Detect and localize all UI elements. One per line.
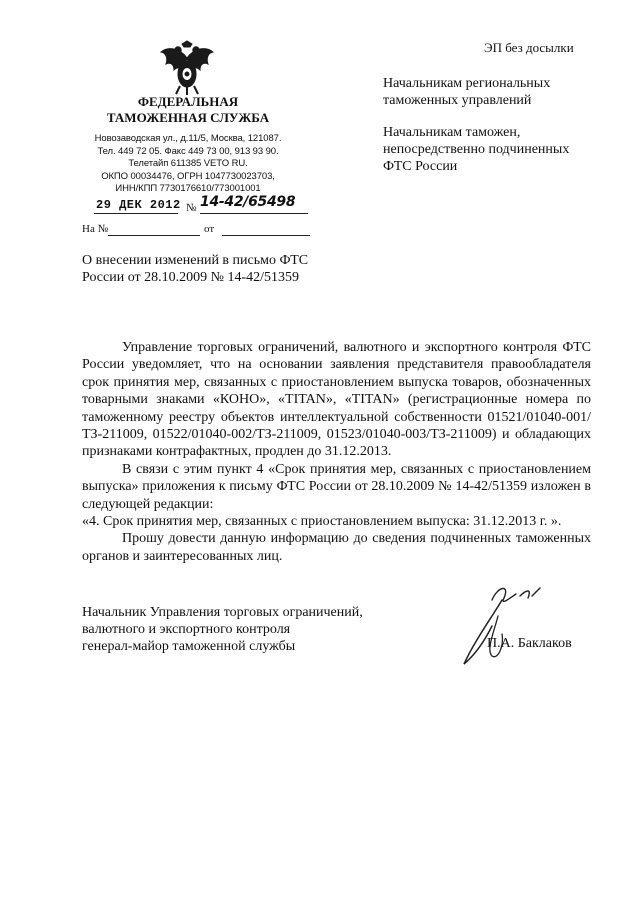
agency-address: Новозаводская ул., д.11/5, Москва, 121087. Тел. 449 72 05. Факс 449 73 00, 913 93 90. Телетайп 611385 VETO RU. ОКПО 00034476, ОГРН 1047730023703, ИНН/КПП 7730176610/773001001 bbox=[94, 133, 282, 194]
date-underline bbox=[94, 213, 178, 214]
number-label: № bbox=[186, 202, 197, 214]
addressee-customs: Начальникам таможен, непосредственно подчиненных ФТС России bbox=[383, 125, 570, 174]
state-emblem-icon bbox=[158, 40, 216, 96]
registration-line bbox=[82, 194, 312, 218]
reference-number-blank bbox=[108, 235, 200, 236]
registration-number: 14-42/65498 bbox=[200, 194, 296, 210]
signatory-title: Начальник Управления торговых ограничений, валютного и экспортного контроля генерал-майор таможенной службы bbox=[82, 605, 363, 654]
body-paragraph: Прошу довести данную информацию до сведения подчиненных таможенных органов и заинтересованных лиц. bbox=[82, 531, 591, 564]
letter-subject: О внесении изменений в письмо ФТС России от 28.10.2009 № 14-42/51359 bbox=[82, 253, 309, 285]
agency-name: ФЕДЕРАЛЬНАЯ ТАМОЖЕННАЯ СЛУЖБА bbox=[106, 94, 270, 125]
letter-body bbox=[82, 339, 591, 565]
signer-name: П.А. Баклаков bbox=[487, 636, 572, 651]
registration-date-stamp: 29 ДЕК 2012 bbox=[96, 198, 181, 212]
reference-line bbox=[82, 223, 312, 241]
reference-label: На № bbox=[82, 223, 109, 235]
delivery-mark: ЭП без досылки bbox=[484, 40, 574, 55]
number-underline bbox=[200, 213, 308, 214]
body-paragraph: «4. Срок принятия мер, связанных с приостановлением выпуска: 31.12.2013 г. ». bbox=[82, 514, 562, 530]
body-paragraph: В связи с этим пункт 4 «Срок принятия мер, связанных с приостановлением выпуска» приложения к письму ФТС России от 28.10.2009 № 14-42/51359 изложен в следующей редакции: bbox=[82, 461, 591, 512]
handwritten-signature bbox=[440, 576, 570, 676]
body-paragraph: Управление торговых ограничений, валютного и экспортного контроля ФТС России уведомляет, что на основании заявления представителя правообладателя срок принятия мер, связанных с приостановлением выпуска товаров, обозначенных товарными знаками «КОНО», «TITAN», «TITAN» (регистрационные номера по таможенному реестру объектов интеллектуальной собственности 01521/01040-001/ТЗ-211009, 01522/01040-002/ТЗ-211009, 01523/01040-003/ТЗ-211009) и обладающих признаками контрафактных, продлен до 31.12.2013. bbox=[82, 340, 591, 460]
reference-date-blank bbox=[222, 235, 310, 236]
reference-from-label: от bbox=[204, 223, 215, 235]
addressee-regional: Начальникам региональных таможенных управлений bbox=[383, 76, 551, 108]
